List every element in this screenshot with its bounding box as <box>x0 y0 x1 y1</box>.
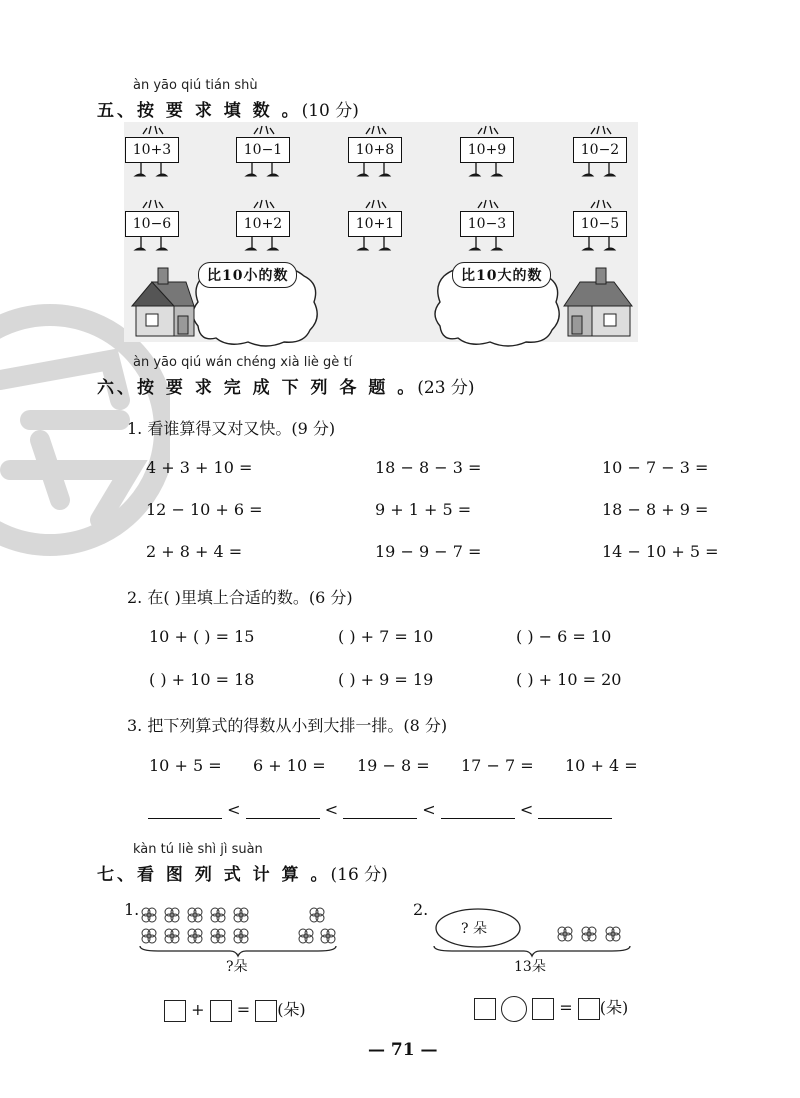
flower-icon <box>163 906 181 924</box>
q1-eq: 4 + 3 + 10 = <box>146 458 253 477</box>
section7-title <box>97 860 388 885</box>
card-label: 10+1 <box>348 211 402 237</box>
page-number: — 71 — <box>368 1040 438 1060</box>
q1-eq: 19 − 9 − 7 = <box>375 542 482 561</box>
card-label: 10−5 <box>573 211 627 237</box>
p2-brace-label: 13朵 <box>514 959 546 975</box>
section5-title <box>97 96 359 121</box>
plus-sign: + <box>191 1000 205 1019</box>
card-label: 10−3 <box>460 211 514 237</box>
equation-card <box>348 198 404 270</box>
q2-eq: 10 + ( ) = 15 <box>149 627 255 646</box>
flower-icon <box>319 927 337 945</box>
q2-eq: ( ) + 10 = 18 <box>149 670 255 689</box>
p2-equation <box>474 995 628 1022</box>
equation-card <box>125 124 181 196</box>
section5-pinyin: àn yāo qiú tián shù <box>133 78 258 93</box>
house-right-label: 比10大的数 <box>452 262 551 288</box>
answer-blank[interactable] <box>246 802 320 819</box>
q3-expr: 10 + 5 = <box>149 756 222 775</box>
flower-icon <box>297 927 315 945</box>
less-than-sign: < <box>422 800 436 819</box>
equation-card <box>573 198 629 270</box>
q2-eq: ( ) + 10 = 20 <box>516 670 622 689</box>
answer-blank[interactable] <box>148 802 222 819</box>
equation-card <box>460 124 516 196</box>
q3-order-row <box>148 800 612 819</box>
q2-eq: ( ) + 7 = 10 <box>338 627 434 646</box>
flower-icon <box>186 906 204 924</box>
q2-eq: ( ) − 6 = 10 <box>516 627 612 646</box>
section6-score: (23 分) <box>417 378 475 398</box>
q1-eq: 18 − 8 − 3 = <box>375 458 482 477</box>
q1-eq: 10 − 7 − 3 = <box>602 458 709 477</box>
answer-box[interactable] <box>255 1000 277 1022</box>
q3-expr: 19 − 8 = <box>357 756 430 775</box>
flower-icon <box>580 925 598 943</box>
answer-box[interactable] <box>164 1000 186 1022</box>
card-label: 10−1 <box>236 137 290 163</box>
answer-blank[interactable] <box>538 802 612 819</box>
flower-icon <box>140 927 158 945</box>
p1-number: 1. <box>124 900 140 919</box>
q2-label: 2. 在( )里填上合适的数。(6 分) <box>127 588 353 607</box>
answer-box[interactable] <box>578 998 600 1020</box>
flower-icon <box>232 927 250 945</box>
flower-icon <box>604 925 622 943</box>
unit-label: (朵) <box>277 1000 306 1019</box>
p1-brace-label: ?朵 <box>226 959 248 975</box>
flower-icon <box>140 906 158 924</box>
q3-expr: 17 − 7 = <box>461 756 534 775</box>
equation-card <box>236 198 292 270</box>
equals-sign: = <box>236 1000 251 1019</box>
card-label: 10+9 <box>460 137 514 163</box>
section7-title-text: 七、看 图 列 式 计 算 。 <box>97 865 331 885</box>
card-label: 10−2 <box>573 137 627 163</box>
q2-eq: ( ) + 9 = 19 <box>338 670 434 689</box>
flower-icon <box>232 906 250 924</box>
answer-blank[interactable] <box>343 802 417 819</box>
card-label: 10−6 <box>125 211 179 237</box>
section7-pinyin: kàn tú liè shì jì suàn <box>133 842 263 857</box>
answer-box[interactable] <box>474 998 496 1020</box>
q3-expr: 6 + 10 = <box>253 756 326 775</box>
less-than-sign: < <box>519 800 534 819</box>
q1-eq: 9 + 1 + 5 = <box>375 500 472 519</box>
flower-icon <box>209 927 227 945</box>
section6-title-text: 六、按 要 求 完 成 下 列 各 题 。 <box>97 378 418 398</box>
section6-title <box>97 373 475 398</box>
unit-label: (朵) <box>599 998 629 1017</box>
less-than-sign: < <box>324 800 339 819</box>
card-label: 10+3 <box>125 137 179 163</box>
q1-eq: 2 + 8 + 4 = <box>146 542 243 561</box>
section5-score: (10 分) <box>301 101 359 121</box>
flower-icon <box>308 906 326 924</box>
less-than-sign: < <box>227 800 241 819</box>
section6-pinyin: àn yāo qiú wán chéng xià liè gè tí <box>133 355 353 370</box>
equals-sign: = <box>559 998 573 1017</box>
section7-score: (16 分) <box>330 865 388 885</box>
equation-card <box>125 198 181 270</box>
equation-card <box>348 124 404 196</box>
operator-circle[interactable] <box>501 996 527 1022</box>
q3-expr: 10 + 4 = <box>565 756 638 775</box>
section5-title-text: 五、按 要 求 填 数 。 <box>97 101 302 121</box>
flower-icon <box>209 906 227 924</box>
answer-box[interactable] <box>532 998 554 1020</box>
q1-eq: 14 − 10 + 5 = <box>602 542 719 561</box>
flower-icon <box>186 927 204 945</box>
equation-card <box>573 124 629 196</box>
flower-icon <box>556 925 574 943</box>
house-left-label: 比10小的数 <box>198 262 297 288</box>
q1-eq: 18 − 8 + 9 = <box>602 500 709 519</box>
q1-eq: 12 − 10 + 6 = <box>146 500 263 519</box>
q1-label: 1. 看谁算得又对又快。(9 分) <box>127 419 336 438</box>
flower-icon <box>163 927 181 945</box>
equation-card <box>460 198 516 270</box>
p2-oval-label: ? 朵 <box>461 921 487 937</box>
answer-blank[interactable] <box>441 802 515 819</box>
card-label: 10+2 <box>236 211 290 237</box>
p2-number: 2. <box>413 900 429 919</box>
equation-card <box>236 124 292 196</box>
p1-equation <box>164 997 306 1022</box>
answer-box[interactable] <box>210 1000 232 1022</box>
q3-label: 3. 把下列算式的得数从小到大排一排。(8 分) <box>127 716 448 735</box>
card-label: 10+8 <box>348 137 402 163</box>
